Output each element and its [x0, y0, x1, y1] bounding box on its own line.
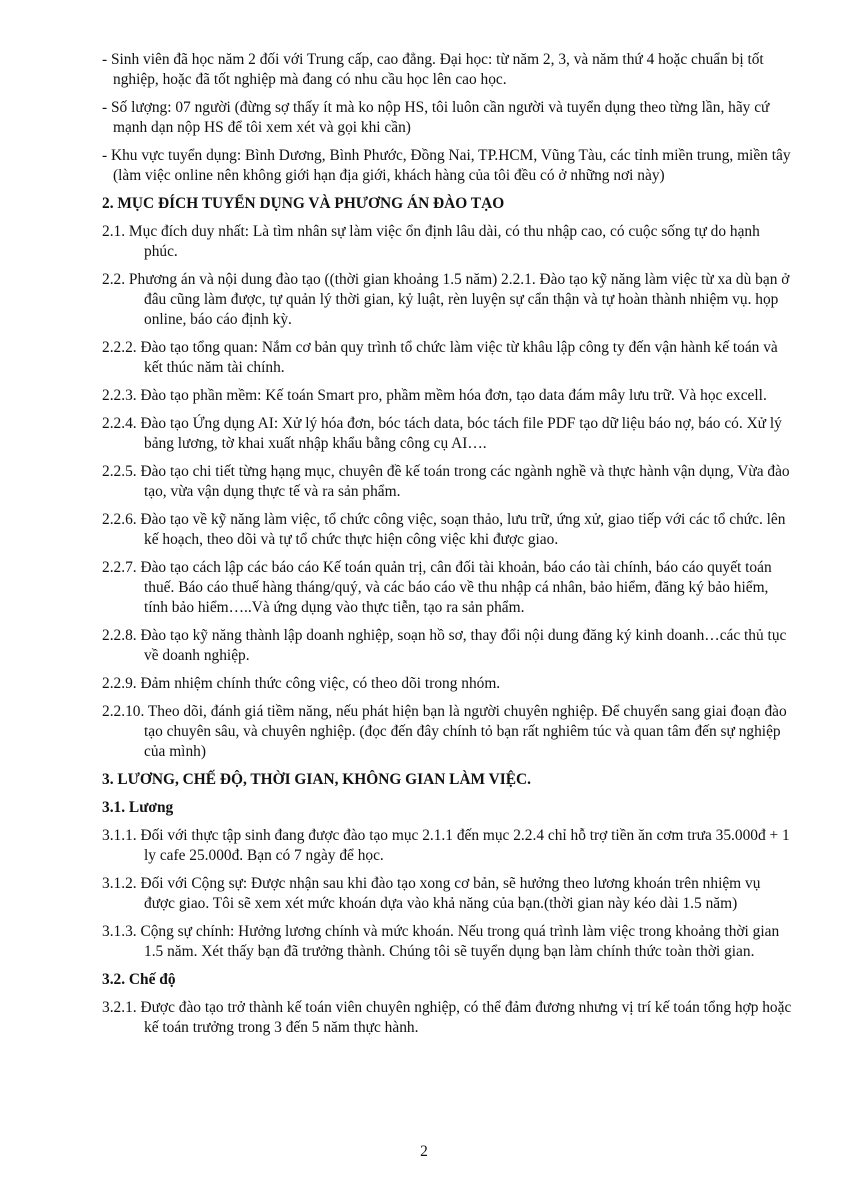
paragraph-3-1-2: 3.1.2. Đối với Cộng sự: Được nhận sau khi đào tạo xong cơ bản, sẽ hưởng theo lương khoán trên nhiệm vụ được giao. Tôi sẽ xem xét mức khoán dựa vào khả năng của bạn.(thời gian này kéo dài 1.5 năm): [102, 875, 761, 912]
subsection-3-1-heading: 3.1. Lương: [102, 799, 174, 816]
bullet-headcount: - Số lượng: 07 người (đừng sợ thấy ít mà ko nộp HS, tôi luôn cần người và tuyển dụng theo từng lần, hãy cứ mạnh dạn nộp HS để tôi xem xét và gọi khi cần): [102, 99, 770, 136]
bullet-recruitment-area: - Khu vực tuyển dụng: Bình Dương, Bình Phước, Đồng Nai, TP.HCM, Vũng Tàu, các tỉnh miền trung, miền tây (làm việc online nên không giới hạn địa giới, khách hàng của tôi đều có ở những nơi này): [102, 147, 791, 184]
paragraph-3-1-1: 3.1.1. Đối với thực tập sinh đang được đào tạo mục 2.1.1 đến mục 2.2.4 chỉ hỗ trợ tiền ăn cơm trưa 35.000đ + 1 ly cafe 25.000đ. Bạn có 7 ngày để học.: [102, 827, 790, 864]
paragraph-2-2-10: 2.2.10. Theo dõi, đánh giá tiềm năng, nếu phát hiện bạn là người chuyên nghiệp. Để chuyển sang giai đoạn đào tạo chuyên sâu, và chuyên nghiệp. (đọc đến đây chính tỏ bạn rất nghiêm túc và quan tâm đến sự nghiệp của mình): [102, 703, 787, 760]
paragraph-3-2-1: 3.2.1. Được đào tạo trở thành kế toán viên chuyên nghiệp, có thể đảm đương nhưng vị trí kế toán tổng hợp hoặc kế toán trưởng trong 3 đến 5 năm thực hành.: [102, 999, 792, 1036]
bullet-eligibility: - Sinh viên đã học năm 2 đối với Trung cấp, cao đẳng. Đại học: từ năm 2, 3, và năm thứ 4 hoặc chuẩn bị tốt nghiệp, hoặc đã tốt nghiệp mà đang có nhu cầu học lên cao học.: [102, 51, 764, 88]
paragraph-2-2-6: 2.2.6. Đào tạo về kỹ năng làm việc, tổ chức công việc, soạn thảo, lưu trữ, ứng xử, giao tiếp với các tổ chức. lên kế hoạch, theo dõi và tự tổ chức thực hiện công việc khi được giao.: [102, 511, 786, 548]
section-3-heading: 3. LƯƠNG, CHẾ ĐỘ, THỜI GIAN, KHÔNG GIAN LÀM VIỆC.: [102, 771, 531, 788]
paragraph-2-2-4: 2.2.4. Đào tạo Ứng dụng AI: Xử lý hóa đơn, bóc tách data, bóc tách file PDF tạo dữ liệu báo nợ, báo có. Xử lý bảng lương, tờ khai xuất nhập khẩu bằng công cụ AI….: [102, 415, 782, 452]
page-number: 2: [420, 1143, 428, 1160]
paragraph-2-2-2: 2.2.2. Đào tạo tổng quan: Nắm cơ bản quy trình tổ chức làm việc từ khâu lập công ty đến vận hành kế toán và kết thúc năm tài chính.: [102, 339, 778, 376]
paragraph-2-1: 2.1. Mục đích duy nhất: Là tìm nhân sự làm việc ổn định lâu dài, có thu nhập cao, có cuộc sống tự do hạnh phúc.: [102, 223, 760, 260]
paragraph-2-2-9: 2.2.9. Đảm nhiệm chính thức công việc, có theo dõi trong nhóm.: [102, 675, 501, 692]
paragraph-3-1-3: 3.1.3. Cộng sự chính: Hưởng lương chính và mức khoán. Nếu trong quá trình làm việc trong khoảng thời gian 1.5 năm. Xét thấy bạn đã trưởng thành. Chúng tôi sẽ tuyển dụng bạn làm chính thức toàn thời gian.: [102, 923, 780, 960]
paragraph-2-2: 2.2. Phương án và nội dung đào tạo ((thời gian khoảng 1.5 năm) 2.2.1. Đào tạo kỹ năng làm việc từ xa dù bạn ở đâu cũng làm được, tự quản lý thời gian, kỷ luật, rèn luyện sự cẩn thận và tự hoàn thành nhiệm vụ. họp online, báo cáo định kỳ.: [102, 271, 790, 328]
paragraph-2-2-5: 2.2.5. Đào tạo chi tiết từng hạng mục, chuyên đề kế toán trong các ngành nghề và thực hành vận dụng, Vừa đào tạo, vừa vận dụng thực tế và ra sản phẩm.: [102, 463, 790, 500]
paragraph-2-2-7: 2.2.7. Đào tạo cách lập các báo cáo Kế toán quản trị, cân đối tài khoản, báo cáo tài chính, báo cáo quyết toán thuế. Báo cáo thuế hàng tháng/quý, và các báo cáo về thu nhập cá nhân, bảo hiểm, đăng ký bảo hiểm, tính bảo hiểm…..Và ứng dụng vào thực tiễn, tạo ra sản phẩm.: [102, 559, 772, 616]
subsection-3-2-heading: 3.2. Chế độ: [102, 971, 176, 988]
document-body: [102, 50, 792, 1046]
section-2-heading: 2. MỤC ĐÍCH TUYỂN DỤNG VÀ PHƯƠNG ÁN ĐÀO TẠO: [102, 195, 505, 212]
paragraph-2-2-3: 2.2.3. Đào tạo phần mềm: Kế toán Smart pro, phầm mềm hóa đơn, tạo data đám mây lưu trữ. Và học excell.: [102, 387, 767, 404]
paragraph-2-2-8: 2.2.8. Đào tạo kỹ năng thành lập doanh nghiệp, soạn hồ sơ, thay đổi nội dung đăng ký kinh doanh…các thủ tục về doanh nghiệp.: [102, 627, 787, 664]
